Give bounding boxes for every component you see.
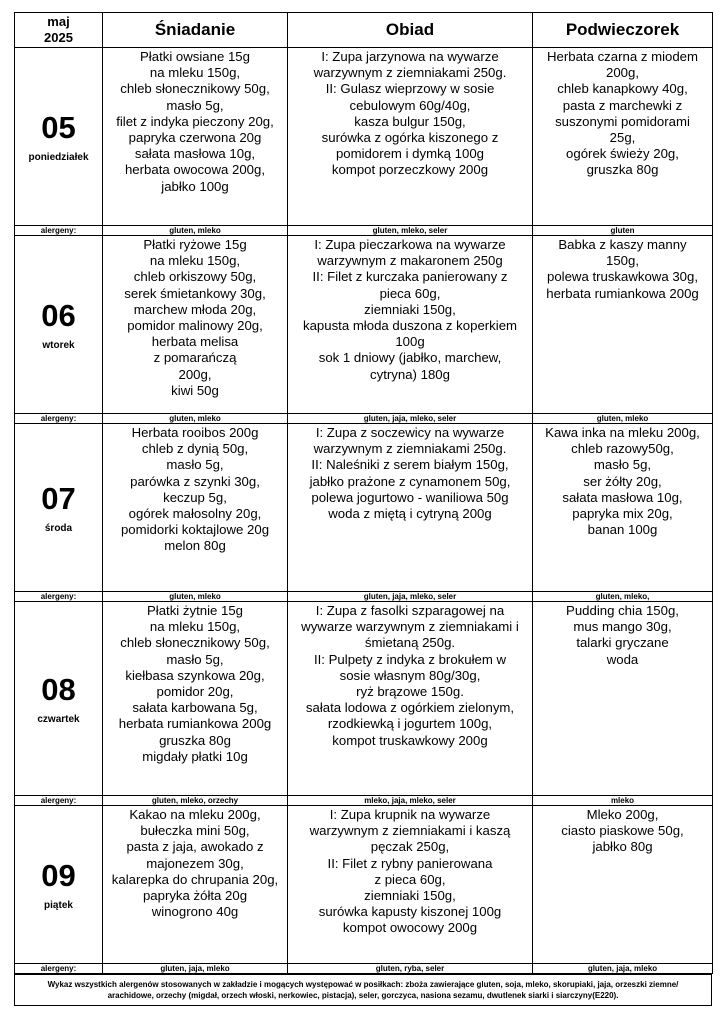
menu-line: woda z miętą i cytryną 200g — [328, 506, 492, 522]
day-number: 05 — [41, 110, 76, 145]
menu-line: jabłko 100g — [161, 178, 229, 194]
menu-line: pomidor malinowy 20g, — [127, 318, 263, 334]
menu-line: filet z indyka pieczony 20g, — [116, 113, 274, 129]
menu-line: ryż brązowe 150g. — [356, 684, 464, 700]
allergen-footer — [15, 975, 712, 1006]
allergen-cell: gluten, mleko — [103, 414, 288, 424]
menu-line: parówka z szynki 30g, — [130, 473, 260, 489]
lunch-cell — [288, 424, 533, 592]
allergen-footer-row — [15, 975, 712, 1006]
breakfast-cell — [103, 236, 288, 414]
day-row — [15, 602, 713, 796]
allergen-cell: gluten, jaja, mleko — [533, 964, 713, 974]
allergen-cell: gluten, jaja, mleko, seler — [288, 592, 533, 602]
menu-line: II: Filet z rybny panierowana — [327, 855, 493, 871]
menu-line: 200g, — [605, 65, 639, 81]
snack-cell — [533, 236, 713, 414]
menu-line: Babka z kaszy manny — [558, 237, 687, 252]
menu-line: winogrono 40g — [151, 904, 239, 920]
menu-line: chleb słonecznikowy 50g, — [120, 635, 270, 651]
allergen-cell: mleko — [533, 796, 713, 806]
menu-line: warzywnym z makaronem 250g — [317, 253, 503, 269]
allergen-cell: gluten, mleko — [103, 226, 288, 236]
menu-line: warzywnym z ziemniakami 250g. — [313, 441, 507, 457]
menu-line: pęczak 250g, — [370, 839, 450, 855]
allergen-footer-table — [14, 974, 712, 1006]
menu-line: sałata lodowa z ogórkiem zielonym, — [305, 700, 515, 716]
day-name: wtorek — [42, 340, 75, 351]
day-cell — [15, 236, 103, 414]
menu-line: II: Pulpety z indyka z brokułem w — [313, 651, 507, 667]
day-number: 06 — [41, 298, 76, 333]
menu-line: Kakao na mleku 200g, — [129, 807, 261, 822]
menu-line: ziemniaki 150g, — [364, 888, 456, 904]
menu-line: kompot porzeczkowy 200g — [331, 162, 489, 178]
day-number: 09 — [41, 858, 76, 893]
snack-cell — [533, 424, 713, 592]
menu-line: gruszka 80g — [586, 162, 659, 178]
menu-line: masło 5g, — [166, 457, 224, 473]
menu-line: Herbata rooibos 200g — [131, 425, 259, 440]
day-cell — [15, 48, 103, 226]
menu-line: sosie własnym 80g/30g, — [339, 667, 481, 683]
lunch-cell — [288, 806, 533, 964]
menu-line: herbata owocowa 200g, — [124, 162, 266, 178]
month-label: maj — [47, 14, 70, 29]
allergen-label: alergeny: — [15, 226, 103, 236]
menu-line: II: Gulasz wieprzowy w sosie — [325, 81, 495, 97]
menu-line: majonezem 30g, — [146, 855, 244, 871]
menu-line: 150g, — [605, 253, 639, 269]
allergen-cell: gluten, jaja, mleko, seler — [288, 414, 533, 424]
menu-line: migdały płatki 10g — [142, 748, 248, 764]
menu-line: na mleku 150g, — [149, 253, 241, 269]
menu-line: pasta z jaja, awokado z — [126, 839, 264, 855]
menu-line: masło 5g, — [166, 97, 224, 113]
menu-line: pomidorki koktajlowe 20g — [120, 522, 270, 538]
day-name: środa — [44, 523, 73, 534]
menu-line: I: Zupa pieczarkowa na wywarze — [314, 237, 506, 252]
allergen-cell: mleko, jaja, mleko, seler — [288, 796, 533, 806]
menu-line: papryka żółta 20g — [142, 888, 248, 904]
menu-line: kiwi 50g — [171, 382, 219, 398]
menu-line: sałata masłowa 10g, — [134, 146, 256, 162]
menu-line: surówka z ogórka kiszonego z — [321, 130, 499, 146]
menu-line: woda — [606, 651, 639, 667]
menu-line: herbata rumiankowa 200g — [118, 716, 272, 732]
menu-line: sałata karbowana 5g, — [132, 700, 258, 716]
menu-line: serek śmietankowy 30g, — [124, 285, 266, 301]
day-name: piątek — [44, 900, 73, 911]
menu-line: ogórek małosolny 20g, — [128, 506, 262, 522]
menu-line: Kawa inka na mleku 200g, — [545, 425, 700, 440]
menu-page — [14, 12, 712, 1006]
day-number: 07 — [41, 481, 76, 516]
month-header — [15, 13, 103, 48]
allergen-cell: gluten, mleko — [533, 414, 713, 424]
allergen-cell: gluten, mleko — [103, 592, 288, 602]
day-row — [15, 48, 713, 226]
allergen-cell: gluten, mleko, seler — [288, 226, 533, 236]
menu-line: warzywnym z ziemniakami i kaszą — [309, 823, 511, 839]
menu-line: chleb słonecznikowy 50g, — [120, 81, 270, 97]
header-row — [15, 13, 713, 48]
menu-line: kompot truskawkowy 200g — [332, 732, 488, 748]
day-cell — [15, 806, 103, 964]
menu-line: sałata masłowa 10g, — [562, 489, 683, 505]
allergen-cell: gluten, mleko, — [533, 592, 713, 602]
column-header-snack: Podwieczorek — [533, 13, 713, 48]
menu-line: I: Zupa jarzynowa na wywarze — [321, 49, 499, 64]
year-label: 2025 — [44, 30, 73, 45]
menu-line: gruszka 80g — [159, 732, 231, 748]
day-row — [15, 236, 713, 414]
menu-line: Mleko 200g, — [586, 807, 659, 822]
menu-line: pomidor 20g, — [156, 684, 234, 700]
menu-line: jabłko prażone z cynamonem 50g, — [309, 473, 511, 489]
menu-line: ogórek świeży 20g, — [566, 146, 679, 162]
day-number: 08 — [41, 672, 76, 707]
menu-line: masło 5g, — [593, 457, 652, 473]
menu-line: pieca 60g, — [379, 285, 441, 301]
menu-line: ser żółty 20g, — [583, 473, 662, 489]
day-row — [15, 424, 713, 592]
allergen-cell: gluten — [533, 226, 713, 236]
allergen-row — [15, 796, 713, 806]
allergen-cell: gluten, mleko, orzechy — [103, 796, 288, 806]
menu-line: na mleku 150g, — [149, 65, 241, 81]
day-cell — [15, 424, 103, 592]
breakfast-cell — [103, 806, 288, 964]
menu-line: pomidorem i dymką 100g — [335, 146, 485, 162]
menu-line: śmietaną 250g. — [364, 635, 456, 651]
menu-line: polewa jogurtowo - waniliowa 50g — [311, 489, 509, 505]
menu-line: Płatki żytnie 15g — [146, 603, 244, 618]
menu-line: pasta z marchewki z — [562, 97, 683, 113]
menu-line: chleb kanapkowy 40g, — [557, 81, 688, 97]
lunch-cell — [288, 236, 533, 414]
menu-line: z pieca 60g, — [374, 871, 446, 887]
lunch-cell — [288, 48, 533, 226]
menu-line: Pudding chia 150g, — [566, 603, 679, 618]
menu-line: herbata rumiankowa 200g — [546, 285, 699, 301]
menu-line: sok 1 dniowy (jabłko, marchew, — [318, 350, 502, 366]
snack-cell — [533, 602, 713, 796]
menu-line: banan 100g — [587, 522, 658, 538]
column-header-breakfast: Śniadanie — [103, 13, 288, 48]
menu-line: I: Zupa z soczewicy na wywarze — [315, 425, 505, 440]
allergen-footer-line-1: Wykaz wszystkich alergenów stosowanych w zakładzie i mogących występować w posiłkach: zboża zawierające gluten, soja, mleko, skorupiaki, jaja, orzeszki ziemne/ — [47, 980, 679, 989]
menu-line: bułeczka mini 50g, — [140, 823, 250, 839]
menu-line: jabłko 80g — [592, 839, 653, 855]
menu-line: melon 80g — [164, 538, 226, 554]
menu-line: na mleku 150g, — [149, 619, 241, 635]
menu-line: kapusta młoda duszona z koperkiem — [302, 318, 518, 334]
menu-line: cytryna) 180g — [370, 366, 450, 382]
menu-line: 200g, — [178, 366, 212, 382]
menu-line: rzodkiewką i jogurtem 100g, — [327, 716, 493, 732]
day-name: czwartek — [37, 714, 80, 725]
menu-line: I: Zupa z fasolki szparagowej na — [315, 603, 505, 618]
allergen-footer-line-2: arachidowe, orzechy (migdał, orzech włoski, nerkowiec, pistacja), seler, gorczyca, nasiona sezamu, dwutlenek siarki i siarczyny(E220). — [107, 991, 619, 1000]
menu-line: herbata melisa — [151, 334, 239, 350]
menu-line: Płatki ryżowe 15g — [143, 237, 247, 252]
snack-cell — [533, 806, 713, 964]
allergen-row — [15, 964, 713, 974]
menu-line: chleb orkiszowy 50g, — [133, 269, 257, 285]
menu-line: kasza bulgur 150g, — [354, 113, 466, 129]
menu-line: 100g — [395, 334, 425, 350]
menu-line: Płatki owsiane 15g — [140, 49, 250, 64]
menu-line: kiełbasa szynkowa 20g, — [125, 667, 265, 683]
menu-line: kompot owocowy 200g — [342, 920, 478, 936]
allergen-row — [15, 226, 713, 236]
day-name: poniedziałek — [28, 152, 89, 163]
menu-line: wywarze warzywnym z ziemniakami i — [301, 619, 519, 635]
menu-line: cebulowym 60g/40g, — [349, 97, 471, 113]
menu-line: ciasto piaskowe 50g, — [561, 823, 684, 839]
menu-line: papryka mix 20g, — [572, 506, 673, 522]
breakfast-cell — [103, 48, 288, 226]
menu-line: ziemniaki 150g, — [364, 301, 456, 317]
menu-line: polewa truskawkowa 30g, — [546, 269, 698, 285]
allergen-cell: gluten, ryba, seler — [288, 964, 533, 974]
menu-line: keczup 5g, — [163, 489, 227, 505]
menu-line: I: Zupa krupnik na wywarze — [329, 807, 491, 822]
menu-line: suszonymi pomidorami — [555, 113, 690, 129]
allergen-label: alergeny: — [15, 592, 103, 602]
allergen-label: alergeny: — [15, 964, 103, 974]
breakfast-cell — [103, 602, 288, 796]
breakfast-cell — [103, 424, 288, 592]
allergen-cell: gluten, jaja, mleko — [103, 964, 288, 974]
menu-line: masło 5g, — [166, 651, 224, 667]
menu-line: z pomarańczą — [153, 350, 237, 366]
menu-line: marchew młoda 20g, — [133, 301, 257, 317]
day-cell — [15, 602, 103, 796]
menu-line: chleb razowy50g, — [571, 441, 674, 457]
allergen-label: alergeny: — [15, 414, 103, 424]
snack-cell — [533, 48, 713, 226]
menu-line: mus mango 30g, — [573, 619, 672, 635]
allergen-row — [15, 592, 713, 602]
menu-line: surówka kapusty kiszonej 100g — [318, 904, 502, 920]
menu-line: 25g, — [609, 130, 636, 146]
day-row — [15, 806, 713, 964]
menu-line: talarki gryczane — [576, 635, 669, 651]
lunch-cell — [288, 602, 533, 796]
menu-line: Herbata czarna z miodem — [547, 49, 698, 64]
menu-line: II: Naleśniki z serem białym 150g, — [311, 457, 509, 473]
column-header-lunch: Obiad — [288, 13, 533, 48]
allergen-label: alergeny: — [15, 796, 103, 806]
menu-line: kalarepka do chrupania 20g, — [111, 871, 279, 887]
menu-line: chleb z dynią 50g, — [141, 441, 249, 457]
menu-table — [14, 12, 713, 974]
menu-line: papryka czerwona 20g — [128, 130, 262, 146]
allergen-row — [15, 414, 713, 424]
menu-line: II: Filet z kurczaka panierowany z — [312, 269, 508, 285]
menu-line: warzywnym z ziemniakami 250g. — [313, 65, 507, 81]
